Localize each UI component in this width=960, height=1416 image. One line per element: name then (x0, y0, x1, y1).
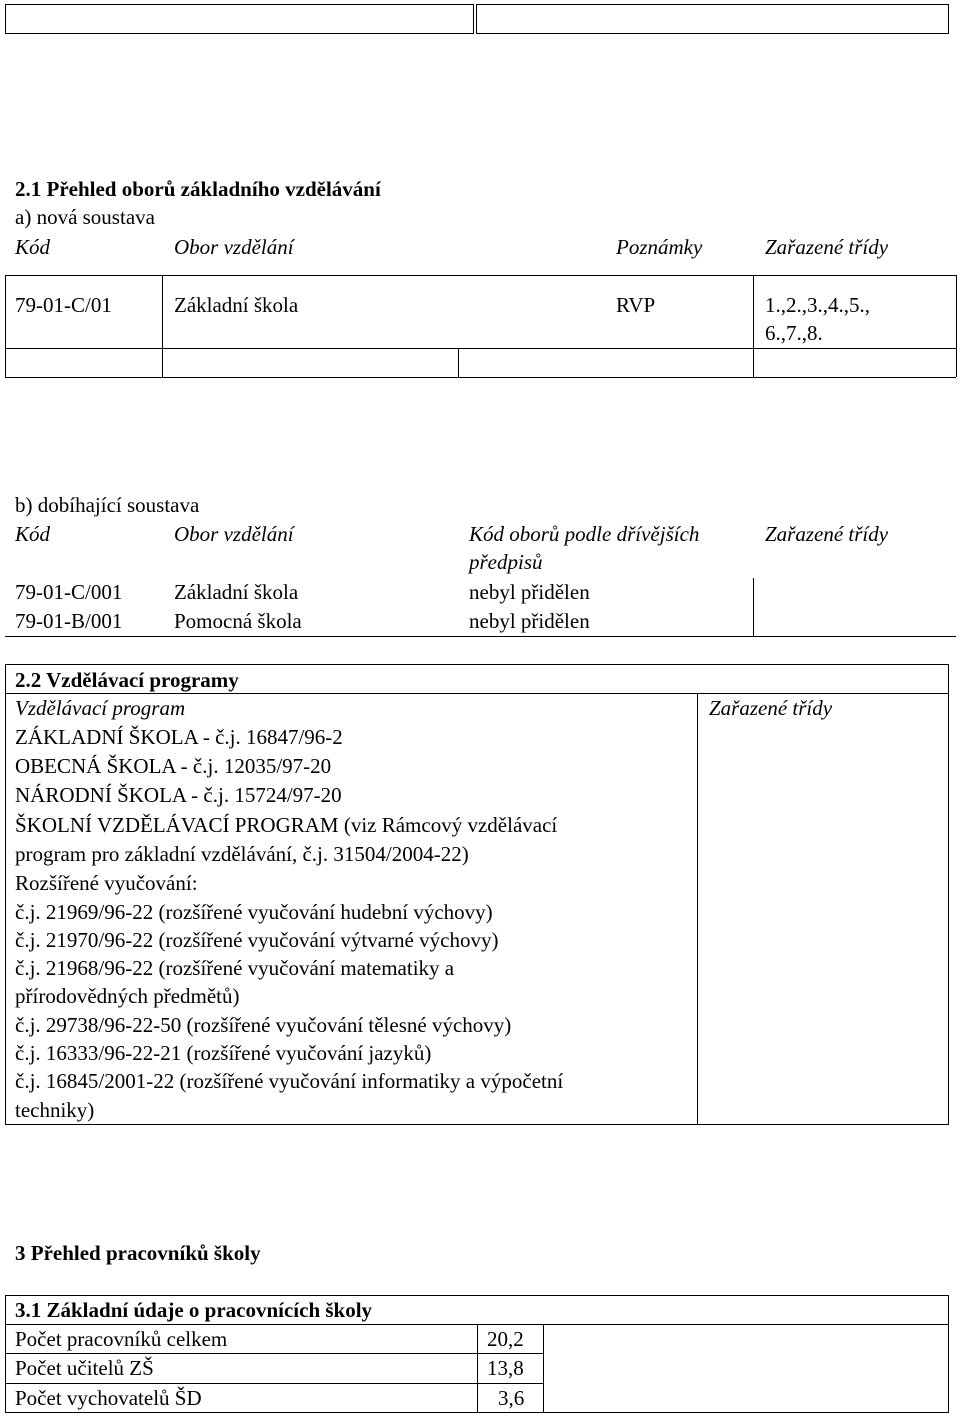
program-line: č.j. 21969/96-22 (rozšířené vyučování hudební výchovy) (15, 900, 493, 924)
programs-header-classes: Zařazené třídy (709, 696, 833, 720)
section-b-subtitle: b) dobíhající soustava (15, 493, 200, 517)
section-3-title: 3 Přehled pracovníků školy (15, 1241, 261, 1265)
table-a-rule (753, 275, 754, 377)
table-a-field: Základní škola (174, 293, 299, 317)
table-a-header-code: Kód (15, 235, 51, 259)
table-a-rule (5, 275, 956, 276)
table-a-note: RVP (616, 293, 656, 317)
table-b-field: Pomocná škola (174, 609, 302, 633)
table-a-rule (5, 348, 956, 349)
programs-header-program: Vzdělávací program (15, 696, 186, 720)
program-line: č.j. 29738/96-22-50 (rozšířené vyučování tělesné výchovy) (15, 1013, 512, 1037)
top-table-cell-right (476, 4, 949, 34)
program-line: program pro základní vzdělávání, č.j. 31504/2004-22) (15, 842, 469, 866)
table-b-code: 79-01-C/001 (15, 580, 123, 604)
program-line: č.j. 16845/2001-22 (rozšířené vyučování informatiky a výpočetní (15, 1069, 564, 1093)
program-line: č.j. 21970/96-22 (rozšířené vyučování výtvarné výchovy) (15, 928, 499, 952)
section-a-subtitle: a) nová soustava (15, 205, 155, 229)
staff-row-value: 20,2 (487, 1327, 524, 1351)
table-b-old-code: nebyl přidělen (469, 580, 590, 604)
staff-table-rule (477, 1324, 478, 1413)
table-a-rule (162, 275, 163, 377)
table-a-header-notes: Poznámky (616, 235, 703, 259)
top-table-cell-left (5, 4, 474, 34)
table-a-header-field: Obor vzdělání (174, 235, 294, 259)
table-b-rule (5, 636, 956, 637)
program-line: přírodovědných předmětů) (15, 984, 240, 1008)
program-line: NÁRODNÍ ŠKOLA - č.j. 15724/97-20 (15, 783, 342, 807)
program-line: ŠKOLNÍ VZDĚLÁVACÍ PROGRAM (viz Rámcový vzdělávací (15, 813, 558, 837)
table-a-rule (956, 275, 957, 377)
table-a-rule (458, 348, 459, 377)
table-a-rule (5, 377, 956, 378)
program-line: č.j. 21968/96-22 (rozšířené vyučování matematiky a (15, 956, 455, 980)
table-a-rule (5, 275, 6, 377)
table-b-header-old-code-2: předpisů (469, 550, 543, 574)
table-a-header-classes: Zařazené třídy (765, 235, 889, 259)
staff-row-label: Počet pracovníků celkem (15, 1327, 228, 1351)
section-3-1-title: 3.1 Základní údaje o pracovnících školy (15, 1298, 373, 1322)
table-b-old-code: nebyl přidělen (469, 609, 590, 633)
staff-row-label: Počet učitelů ZŠ (15, 1356, 154, 1380)
staff-table-rule (543, 1324, 544, 1413)
section-2-2-title: 2.2 Vzdělávací programy (15, 668, 239, 692)
programs-table-rule (697, 693, 698, 1124)
section-2-1-title: 2.1 Přehled oborů základního vzdělávání (15, 177, 381, 201)
program-line: OBECNÁ ŠKOLA - č.j. 12035/97-20 (15, 754, 332, 778)
table-b-header-old-code: Kód oborů podle dřívějších (469, 522, 700, 546)
staff-row-value: 3,6 (498, 1386, 525, 1410)
table-b-code: 79-01-B/001 (15, 609, 123, 633)
program-line: ZÁKLADNÍ ŠKOLA - č.j. 16847/96-2 (15, 725, 343, 749)
program-line: Rozšířené vyučování: (15, 871, 198, 895)
table-b-header-field: Obor vzdělání (174, 522, 294, 546)
table-a-classes-1: 1.,2.,3.,4.,5., (765, 293, 870, 317)
table-b-header-code: Kód (15, 522, 51, 546)
table-a-classes-2: 6.,7.,8. (765, 321, 823, 345)
program-line: techniky) (15, 1098, 95, 1122)
staff-row-value: 13,8 (487, 1356, 524, 1380)
staff-row-label: Počet vychovatelů ŠD (15, 1386, 202, 1410)
table-a-code: 79-01-C/01 (15, 293, 112, 317)
table-b-rule (753, 578, 754, 636)
table-b-header-classes: Zařazené třídy (765, 522, 889, 546)
program-line: č.j. 16333/96-22-21 (rozšířené vyučování jazyků) (15, 1041, 432, 1065)
table-b-field: Základní škola (174, 580, 299, 604)
